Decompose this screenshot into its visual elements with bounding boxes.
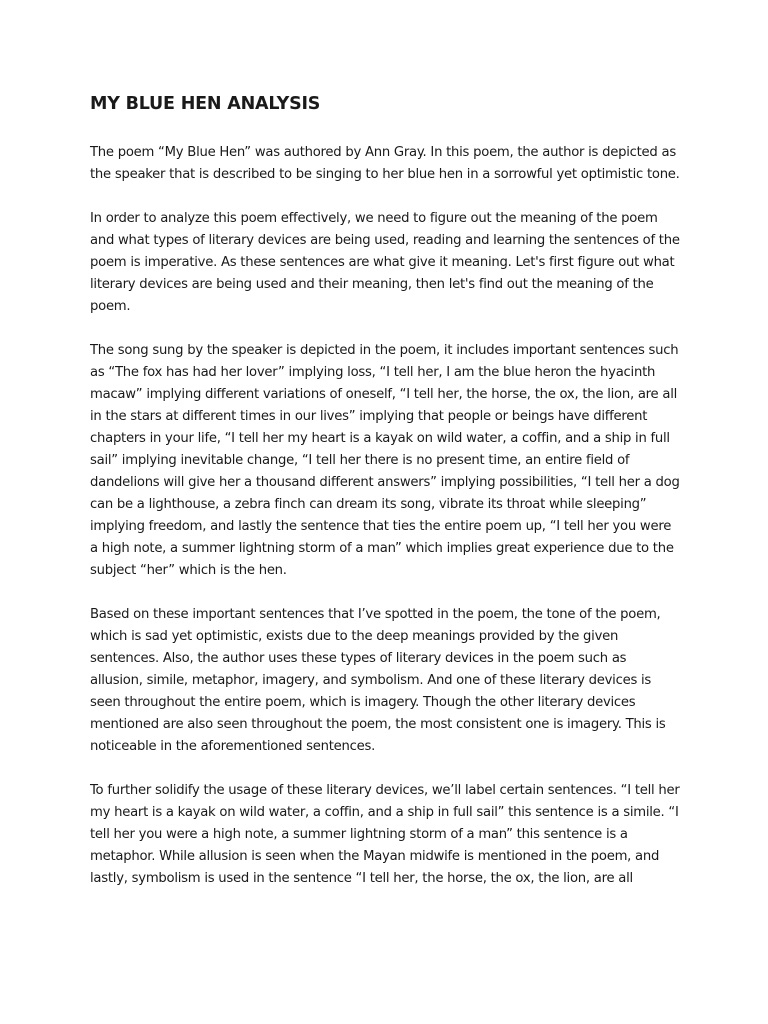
paragraph-approach: In order to analyze this poem effectively, we need to figure out the meaning of the poem and what types of literary devices are being used, reading and learning the sentences of the poem is imperative. As these sentences are what give it meaning. Let's first figure out what literary devices are being used and their meaning, then let's find out the meaning of the poem. [90,211,680,314]
document-body [90,92,680,912]
paragraph-song-sentences: The song sung by the speaker is depicted in the poem, it includes important sentences such as “The fox has had her lover” implying loss, “I tell her, I am the blue heron the hyacinth macaw” implying different variations of oneself, “I tell her, the horse, the ox, the lion, are all in the stars at different times in our lives” implying that people or beings have different chapters in your life, “I tell her my heart is a kayak on wild water, a coffin, and a ship in full sail” implying inevitable change, “I tell her there is no present time, an entire field of dandelions will give her a thousand different answers” implying possibilities, “I tell her a dog can be a lighthouse, a zebra finch can dream its song, vibrate its throat while sleeping” implying freedom, and lastly the sentence that ties the entire poem up, “I tell her you were a high note, a summer lightning storm of a man” which implies great experience due to the subject “her” which is the hen. [90,343,680,578]
document-title: MY BLUE HEN ANALYSIS [90,94,321,114]
paragraph-tone-devices: Based on these important sentences that I’ve spotted in the poem, the tone of the poem, which is sad yet optimistic, exists due to the deep meanings provided by the given sentences. Also, the author uses these types of literary devices in the poem such as allusion, simile, metaphor, imagery, and symbolism. And one of these literary devices is seen throughout the entire poem, which is imagery. Though the other literary devices mentioned are also seen throughout the poem, the most consistent one is imagery. This is noticeable in the aforementioned sentences. [90,607,666,754]
paragraph-labels: To further solidify the usage of these literary devices, we’ll label certain sentences. “I tell her my heart is a kayak on wild water, a coffin, and a ship in full sail” this sentence is a simile. “I tell her you were a high note, a summer lightning storm of a man” this sentence is a metaphor. While allusion is seen when the Mayan midwife is mentioned in the poem, and lastly, symbolism is used in the sentence “I tell her, the horse, the ox, the lion, are all [90,783,680,886]
paragraph-intro: The poem “My Blue Hen” was authored by Ann Gray. In this poem, the author is depicted as the speaker that is described to be singing to her blue hen in a sorrowful yet optimistic tone. [90,145,680,182]
